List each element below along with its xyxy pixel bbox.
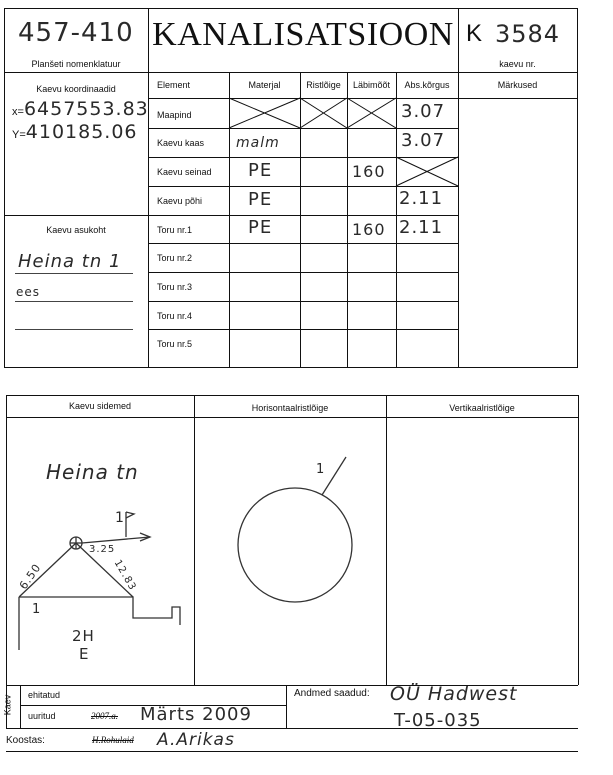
coord-y-label: Y= bbox=[12, 129, 26, 141]
coord-x bbox=[12, 98, 149, 120]
col-header-abs-korgus: Abs.kõrgus bbox=[404, 80, 450, 90]
row-element-7: Toru nr.3 bbox=[157, 282, 193, 292]
sketch-dist-2: 3.25 bbox=[89, 544, 116, 555]
row-element-1: Maapind bbox=[157, 110, 192, 120]
footer-andmed-ref: T-05-035 bbox=[394, 710, 482, 731]
nomenclature-value: 457-410 bbox=[18, 18, 134, 48]
cell-pohi-abs: 2.11 bbox=[399, 188, 444, 209]
section-vertikaal: Vertikaalristlõige bbox=[449, 403, 515, 413]
sketch-dist-1: 6.50 bbox=[16, 561, 44, 592]
row-element-5: Toru nr.1 bbox=[157, 225, 193, 235]
sketch-dist-3: 12.83 bbox=[111, 558, 138, 593]
section-horisontaal: Horisontaalristlõige bbox=[251, 403, 329, 413]
cell-maapind-abs: 3.07 bbox=[401, 101, 446, 122]
footer-koostas-print: H.Rohulaid bbox=[92, 735, 134, 745]
cell-kaas-abs: 3.07 bbox=[401, 130, 446, 151]
footer-andmed-company: OÜ Hadwest bbox=[390, 683, 518, 705]
location-line2: ees bbox=[16, 285, 41, 299]
col-header-ristloige: Ristlõige bbox=[306, 80, 341, 90]
location-label: Kaevu asukoht bbox=[46, 225, 106, 235]
cell-toru1-materjal: PE bbox=[248, 217, 273, 238]
coord-y-value: 410185.06 bbox=[25, 121, 138, 143]
row-element-2: Kaevu kaas bbox=[157, 138, 205, 148]
footer-andmed-label: Andmed saadud: bbox=[294, 688, 370, 699]
col-header-element: Element bbox=[157, 80, 191, 90]
coords-label: Kaevu koordinaadid bbox=[36, 84, 116, 94]
cell-seinad-labimoot: 160 bbox=[352, 162, 386, 181]
section-sidemed: Kaevu sidemed bbox=[68, 401, 132, 411]
footer-uuritud-label: uuritud bbox=[28, 711, 56, 721]
footer-kaev-label: Kaev bbox=[2, 694, 13, 716]
cell-kaas-materjal: malm bbox=[236, 135, 280, 151]
col-header-materjal: Materjal bbox=[248, 80, 281, 90]
row-element-6: Toru nr.2 bbox=[157, 253, 193, 263]
nomenclature-label: Planšeti nomenklatuur bbox=[31, 59, 121, 69]
footer-uuritud-value: Märts 2009 bbox=[140, 704, 252, 725]
col-header-markused: Märkused bbox=[497, 80, 538, 90]
cell-toru1-labimoot: 160 bbox=[352, 220, 386, 239]
location-line1: Heina tn 1 bbox=[18, 251, 122, 272]
page-title: KANALISATSIOON bbox=[152, 16, 454, 53]
sketch-house-no: 1 bbox=[32, 602, 42, 617]
sketch-bldg-label: 2H bbox=[72, 627, 95, 645]
well-label: kaevu nr. bbox=[499, 59, 536, 69]
sketch-flag-label: 1 bbox=[115, 510, 125, 526]
cell-seinad-materjal: PE bbox=[248, 160, 273, 181]
cell-pohi-materjal: PE bbox=[248, 189, 273, 210]
row-element-3: Kaevu seinad bbox=[157, 167, 212, 177]
footer-koostas-value: A.Arikas bbox=[157, 730, 235, 750]
sketch-street: Heina tn bbox=[46, 460, 139, 484]
footer-ehitatud-label: ehitatud bbox=[28, 690, 61, 700]
well-number: 3584 bbox=[495, 20, 561, 48]
footer-uuritud-print: 2007.a. bbox=[91, 711, 118, 721]
cell-toru1-abs: 2.11 bbox=[399, 217, 444, 238]
row-element-8: Toru nr.4 bbox=[157, 311, 193, 321]
coord-x-label: x= bbox=[12, 106, 24, 118]
sketch-bldg-code: E bbox=[79, 645, 90, 663]
row-element-9: Toru nr.5 bbox=[157, 339, 193, 349]
pipe-label: 1 bbox=[316, 462, 326, 477]
coord-x-value: 6457553.83 bbox=[23, 98, 149, 120]
coord-y bbox=[12, 121, 138, 143]
col-header-labimoot: Läbimõõt bbox=[352, 80, 391, 90]
well-prefix: K bbox=[466, 20, 483, 47]
row-element-4: Kaevu põhi bbox=[157, 196, 203, 206]
footer-koostas-label: Koostas: bbox=[6, 735, 45, 746]
